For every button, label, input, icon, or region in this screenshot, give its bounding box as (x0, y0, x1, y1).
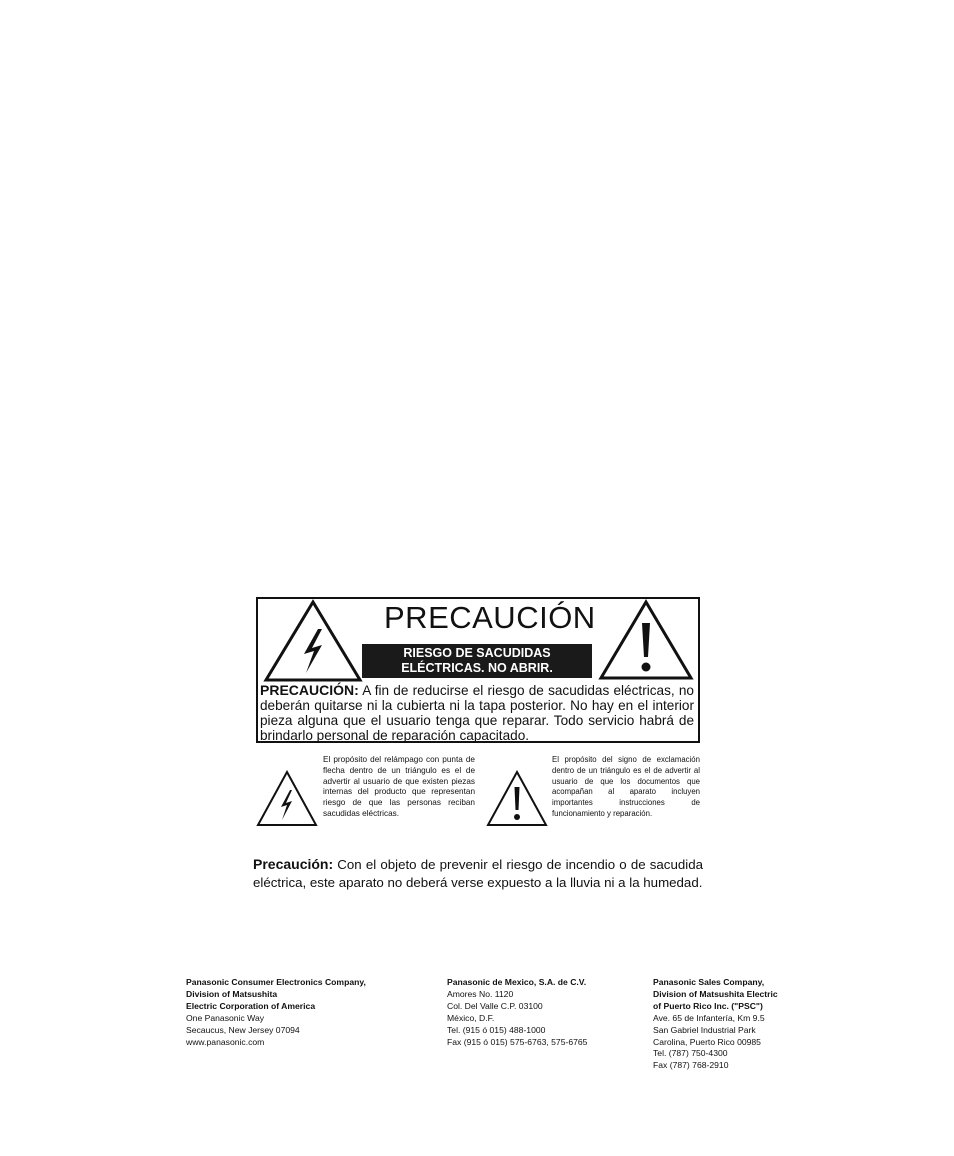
address-company-line: of Puerto Rico Inc. ("PSC") (653, 1000, 763, 1011)
address-line: Col. Del Valle C.P. 03100 (447, 1000, 543, 1011)
address-company-line: Panasonic de Mexico, S.A. de C.V. (447, 977, 587, 987)
address-line: One Panasonic Way (186, 1012, 265, 1023)
address-line: Carolina, Puerto Rico 00985 (653, 1036, 761, 1047)
address-fax: Fax (915 ó 015) 575-6763, 575-6765 (447, 1036, 588, 1047)
address-line: Secaucus, New Jersey 07094 (186, 1024, 300, 1035)
small-lightning-triangle-icon (256, 770, 318, 828)
address-company-line: Division of Matsushita (186, 988, 278, 999)
precaution-body: Con el objeto de prevenir el riesgo de incendio o de sacudida eléctrica, este aparato no deberá verse expuesto a la lluvia ni a la humedad. (253, 857, 703, 890)
address-fax: Fax (787) 768-2910 (653, 1060, 729, 1071)
address-company-line: Panasonic Consumer Electronics Company, (186, 977, 366, 987)
banner-line-2: ELÉCTRICAS. NO ABRIR. (401, 661, 553, 675)
lightning-explanation: El propósito del relámpago con punta de flecha dentro de un triángulo es el de advertir al usuario de que existen piezas internas del producto que representan riesgo de que las personas reciban sacudidas eléctricas. (323, 755, 475, 818)
warning-banner (362, 644, 592, 678)
address-block-mexico (447, 977, 637, 1048)
caution-text-lead: PRECAUCIÓN: (260, 682, 359, 698)
address-block-usa (186, 977, 426, 1048)
address-phone: Tel. (787) 750-4300 (653, 1048, 728, 1059)
address-line: Amores No. 1120 (447, 988, 514, 999)
caution-text-body: A fin de reducirse el riesgo de sacudidas eléctricas, no deberán quitarse ni la cubierta ni la tapa posterior. No hay en el interior pieza alguna que el usuario tenga que reparar. Todo servicio habrá de brindarlo personal de reparación capacitado. (260, 683, 694, 743)
address-line: México, D.F. (447, 1012, 495, 1023)
address-line: Ave. 65 de Infantería, Km 9.5 (653, 1012, 765, 1023)
exclamation-explanation: El propósito del signo de exclamación dentro de un triángulo es el de advertir al usuario de que los documentos que acompañan al aparato incluyen importantes instrucciones de funcionamiento y reparación. (552, 755, 700, 818)
address-block-puerto-rico (653, 977, 853, 1072)
precaution-paragraph (253, 856, 703, 891)
address-company-line: Panasonic Sales Company, (653, 977, 765, 987)
address-phone: Tel. (915 ó 015) 488-1000 (447, 1024, 546, 1035)
exclamation-triangle-icon (598, 599, 694, 681)
address-website: www.panasonic.com (186, 1036, 265, 1047)
address-company-line: Electric Corporation of America (186, 1000, 316, 1011)
caution-title: PRECAUCIÓN (384, 600, 596, 635)
address-line: San Gabriel Industrial Park (653, 1024, 756, 1035)
banner-line-1: RIESGO DE SACUDIDAS (403, 646, 551, 660)
precaution-lead: Precaución: (253, 856, 334, 872)
caution-text (260, 683, 694, 743)
lightning-triangle-icon (262, 599, 364, 683)
address-company-line: Division of Matsushita Electric (653, 988, 778, 999)
small-exclamation-triangle-icon (486, 770, 548, 828)
